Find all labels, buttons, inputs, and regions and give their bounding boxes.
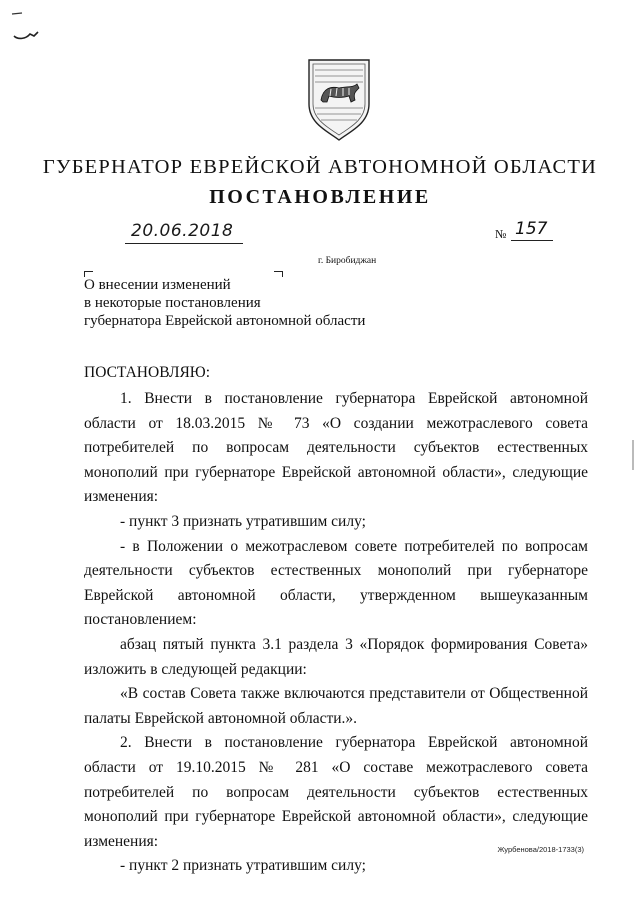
scan-edge-mark	[632, 440, 634, 470]
subject-block	[84, 276, 365, 330]
handwritten-date: 20.06.2018	[131, 221, 234, 241]
number-label: №	[495, 227, 507, 241]
document-body	[84, 387, 588, 879]
subject-line: губернатора Еврейской автономной области	[84, 313, 366, 329]
date-field	[125, 221, 243, 244]
paragraph: - пункт 2 признать утратившим силу;	[120, 857, 366, 875]
number-field	[495, 221, 553, 243]
subject-line: О внесении изменений	[84, 277, 231, 293]
scan-mark-icon	[8, 6, 48, 46]
authority-title: ГУБЕРНАТОР ЕВРЕЙСКОЙ АВТОНОМНОЙ ОБЛАСТИ	[42, 156, 598, 178]
paragraph: - в Положении о межотраслевом совете потребителей по вопросам деятельности субъектов естественных монополий при губернаторе Еврейской автономной области, утвержденном вышеуказанным постановлением:	[84, 537, 588, 629]
paragraph: - пункт 3 признать утратившим силу;	[120, 512, 366, 530]
handwritten-number: 157	[511, 219, 553, 241]
document-type: ПОСТАНОВЛЕНИЕ	[209, 186, 431, 208]
paragraph: «В состав Совета также включаются представители от Общественной палаты Еврейской автономной области.».	[84, 685, 588, 727]
paragraph: абзац пятый пункта 3.1 раздела 3 «Порядок формирования Совета» изложить в следующей редакции:	[84, 635, 588, 678]
city-label: г. Биробиджан	[318, 256, 377, 266]
footer-code: Журбенова/2018-1733(3)	[497, 845, 584, 854]
paragraph: 1. Внести в постановление губернатора Еврейской автономной области от 18.03.2015 № 73 «О создании межотраслевого совета потребителей по вопросам деятельности субъектов естественных монополий при губернаторе Еврейской автономной области», следующие изменения:	[84, 390, 588, 506]
subject-line: в некоторые постановления	[84, 295, 261, 311]
coat-of-arms-icon	[305, 58, 373, 142]
decree-word: ПОСТАНОВЛЯЮ:	[84, 364, 211, 381]
paragraph: 2. Внести в постановление губернатора Еврейской автономной области от 19.10.2015 № 281 «О составе межотраслевого совета потребителей по вопросам деятельности субъектов естественных монополий при губернаторе Еврейской автономной области», следующие изменения:	[84, 734, 588, 850]
